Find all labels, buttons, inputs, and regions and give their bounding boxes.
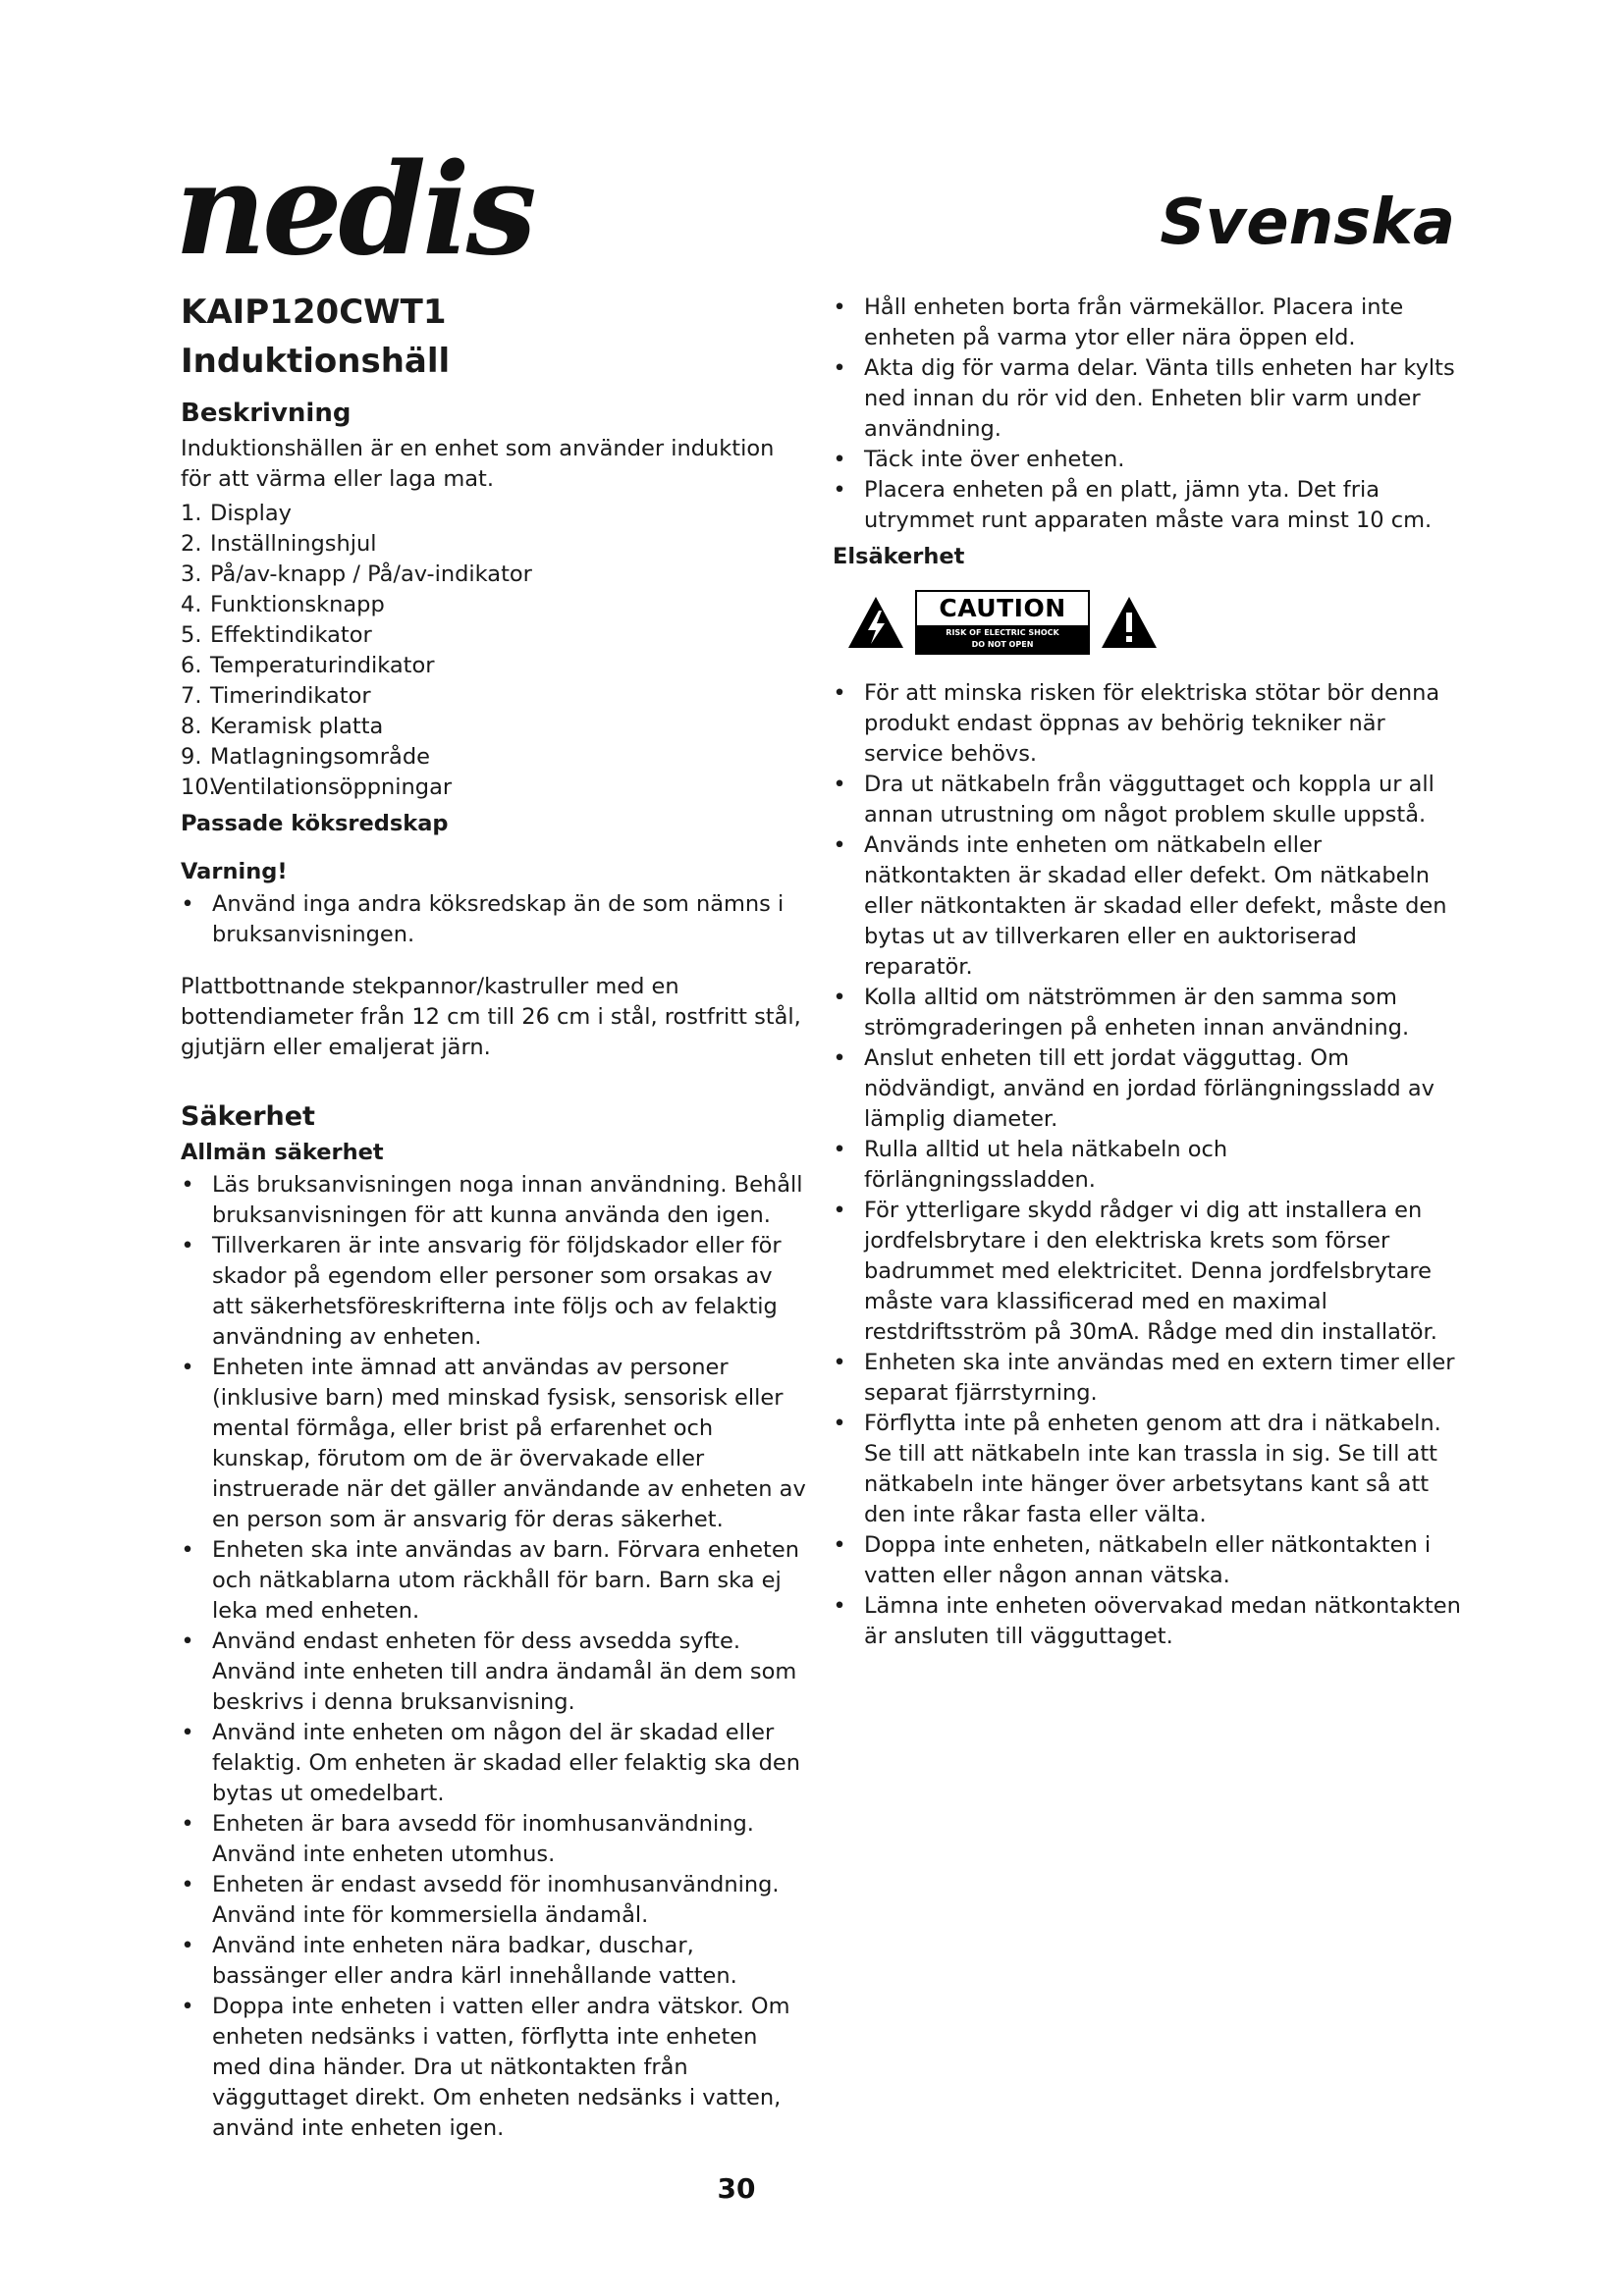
caution-line-2: DO NOT OPEN [971, 640, 1034, 649]
heat-safety-list [833, 293, 1461, 536]
right-column [833, 291, 1461, 1652]
page-number: 30 [717, 2172, 756, 2205]
safety-list [181, 1170, 809, 2144]
bullet-item: • Använd inga andra köksredskap än de som nämns i bruksanvisningen. [181, 889, 809, 950]
bullet-item: • För ytterligare skydd rådger vi dig att installera en jordfelsbrytare i den elektriska krets som förser badrummet med elektricitet. Denna jordfelsbrytare måste vara klassificerad med en maximal restdriftsström på 30mA. Rådge med din installatör. [833, 1196, 1461, 1348]
bullet-item: • Anslut enheten till ett jordat vägguttag. Om nödvändigt, använd en jordad förlängningssladd av lämplig diameter. [833, 1043, 1461, 1135]
product-title: Induktionshäll [181, 342, 451, 381]
parts-list-item [181, 742, 809, 773]
bullet-item: • För att minska risken för elektriska stötar bör denna produkt endast öppnas av behörig tekniker när service behövs. [833, 678, 1461, 770]
bullet-item: • Lämna inte enheten oövervakad medan nätkontakten är ansluten till vägguttaget. [833, 1591, 1461, 1652]
bullet-item: • Dra ut nätkabeln från vägguttaget och koppla ur all annan utrustning om något problem skulle uppstå. [833, 770, 1461, 830]
parts-list-item [181, 529, 809, 560]
description-heading: Beskrivning [181, 399, 352, 428]
bullet-item: • Håll enheten borta från värmekällor. Placera inte enheten på varma ytor eller nära öppen eld. [833, 293, 1461, 353]
part-label: Keramisk platta [210, 714, 384, 739]
part-label: Inställningshjul [210, 531, 377, 557]
part-label: Ventilationsöppningar [210, 774, 453, 800]
caution-title: CAUTION [939, 594, 1066, 622]
part-label: Funktionsknapp [210, 592, 385, 617]
language-label: Svenska [1160, 187, 1455, 259]
bullet-item: • Akta dig för varma delar. Vänta tills enheten har kylts ned innan du rör vid den. Enheten blir varm under användning. [833, 353, 1461, 445]
caution-label [846, 590, 1461, 655]
lightning-warning-icon [846, 595, 905, 650]
bullet-item: • Används inte enheten om nätkabeln eller nätkontakten är skadad eller defekt. Om nätkabeln eller nätkontakten är skadad eller defekt, måste den bytas ut av tillverkaren eller en auktoriserad reparatör. [833, 830, 1461, 983]
part-label: Matlagningsområde [210, 744, 430, 770]
parts-list-item [181, 499, 809, 529]
part-label: Effektindikator [210, 622, 372, 648]
warning-heading: Varning! [181, 859, 288, 884]
part-number: 9. [181, 744, 202, 770]
part-label: Timerindikator [210, 683, 371, 709]
bullet-item: • Använd inte enheten om någon del är skadad eller felaktig. Om enheten är skadad eller felaktig ska den bytas ut omedelbart. [181, 1718, 809, 1809]
part-number: 7. [181, 683, 202, 709]
part-label: På/av-knapp / På/av-indikator [210, 561, 532, 587]
bullet-item: • Rulla alltid ut hela nätkabeln och förlängningssladden. [833, 1135, 1461, 1196]
bullet-item: • Enheten ska inte användas med en extern timer eller separat fjärrstyrning. [833, 1348, 1461, 1409]
warning-list [181, 889, 809, 950]
part-number: 5. [181, 622, 202, 648]
bullet-item: • Placera enheten på en platt, jämn yta. Det fria utrymmet runt apparaten måste vara minst 10 cm. [833, 475, 1461, 536]
part-number: 10. [181, 774, 216, 800]
bullet-item: • Använd inte enheten nära badkar, duschar, bassänger eller andra kärl innehållande vatten. [181, 1931, 809, 1992]
caution-subtext [917, 625, 1088, 653]
brand-logo: nedis [175, 136, 533, 284]
parts-list-item [181, 651, 809, 681]
left-column [181, 291, 809, 2144]
cookware-heading: Passade köksredskap [181, 811, 449, 836]
parts-list-item [181, 712, 809, 742]
bullet-item: • Förflytta inte på enheten genom att dra i nätkabeln. Se till att nätkabeln inte kan trassla in sig. Se till att nätkabeln inte hänger över arbetsytans kant så att den inte råkar fasta eller välta. [833, 1409, 1461, 1530]
part-number: 3. [181, 561, 202, 587]
parts-list-item [181, 681, 809, 712]
model-number: KAIP120CWT1 [181, 293, 447, 332]
bullet-item: • Använd endast enheten för dess avsedda syfte. Använd inte enheten till andra ändamål än dem som beskrivs i denna bruksanvisning. [181, 1627, 809, 1718]
parts-list-item [181, 590, 809, 620]
part-number: 8. [181, 714, 202, 739]
bullet-item: • Enheten ska inte användas av barn. Förvara enheten och nätkablarna utom räckhåll för barn. Barn ska ej leka med enheten. [181, 1535, 809, 1627]
part-label: Temperaturindikator [210, 653, 435, 678]
exclamation-warning-icon [1100, 595, 1159, 650]
safety-heading: Säkerhet [181, 1101, 315, 1132]
parts-list-item [181, 560, 809, 590]
parts-list-item [181, 620, 809, 651]
part-number: 1. [181, 501, 202, 526]
bullet-item: • Enheten är bara avsedd för inomhusanvändning. Använd inte enheten utomhus. [181, 1809, 809, 1870]
bullet-item: • Tillverkaren är inte ansvarig för följdskador eller för skador på egendom eller personer som orsakas av att säkerhetsföreskrifterna inte följs och av felaktig användning av enheten. [181, 1231, 809, 1353]
caution-line-1: RISK OF ELECTRIC SHOCK [946, 628, 1059, 637]
bullet-item: • Kolla alltid om nätströmmen är den samma som strömgraderingen på enheten innan användning. [833, 983, 1461, 1043]
parts-list [181, 499, 809, 803]
electrical-safety-heading: Elsäkerhet [833, 544, 965, 569]
parts-list-item [181, 773, 809, 803]
part-number: 4. [181, 592, 202, 617]
caution-box [915, 590, 1090, 655]
part-label: Display [210, 501, 292, 526]
bullet-item: • Doppa inte enheten i vatten eller andra vätskor. Om enheten nedsänks i vatten, förflytta inte enheten med dina händer. Dra ut nätkontakten från vägguttaget direkt. Om enheten nedsänks i vatten, använd inte enheten igen. [181, 1992, 809, 2144]
bullet-item: • Täck inte över enheten. [833, 445, 1461, 475]
bullet-item: • Enheten inte ämnad att användas av personer (inklusive barn) med minskad fysisk, sensorisk eller mental förmåga, eller brist på erfarenhet och kunskap, förutom om de är övervakade eller instruerade när det gäller användande av enheten av en person som är ansvarig för deras säkerhet. [181, 1353, 809, 1535]
electrical-safety-list [833, 678, 1461, 1652]
bullet-item: • Doppa inte enheten, nätkabeln eller nätkontakten i vatten eller någon annan vätska. [833, 1530, 1461, 1591]
bullet-item: • Läs bruksanvisningen noga innan användning. Behåll bruksanvisningen för att kunna använda den igen. [181, 1170, 809, 1231]
cookware-text: Plattbottnande stekpannor/kastruller med en bottendiameter från 12 cm till 26 cm i stål, rostfritt stål, gjutjärn eller emaljerat järn. [181, 974, 801, 1060]
part-number: 6. [181, 653, 202, 678]
description-text: Induktionshällen är en enhet som använder induktion för att värma eller laga mat. [181, 436, 775, 492]
general-safety-heading: Allmän säkerhet [181, 1140, 384, 1165]
bullet-item: • Enheten är endast avsedd för inomhusanvändning. Använd inte för kommersiella ändamål. [181, 1870, 809, 1931]
part-number: 2. [181, 531, 202, 557]
